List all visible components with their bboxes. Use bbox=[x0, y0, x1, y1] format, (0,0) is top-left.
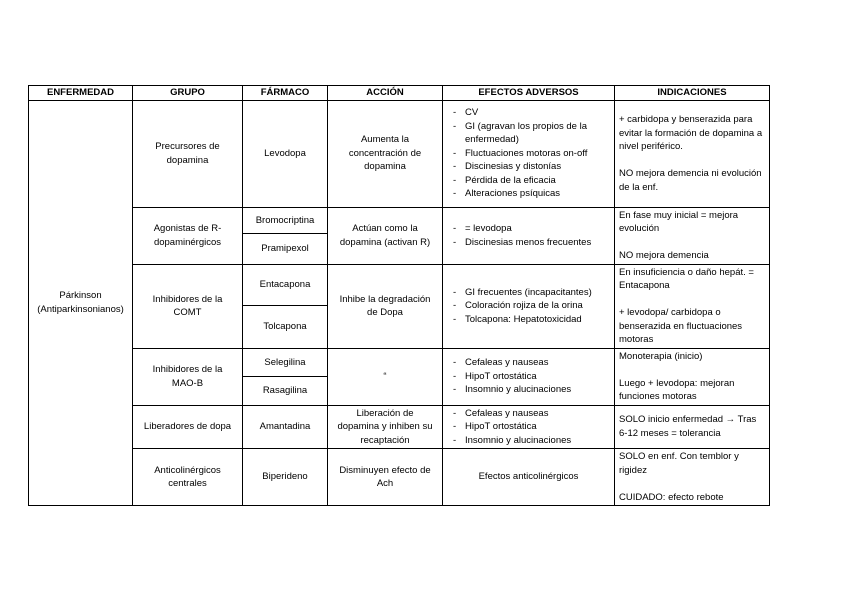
list-item: - HipoT ortostática bbox=[447, 370, 610, 384]
indicaciones-cell: En fase muy inicial = mejora evolución NO mejora demencia bbox=[615, 207, 770, 264]
grupo-cell: Inhibidores de la MAO-B bbox=[133, 348, 243, 405]
farmaco-cell: Tolcapona bbox=[243, 305, 328, 348]
accion-cell: Inhibe la degradación de Dopa bbox=[328, 264, 443, 348]
accion-cell: “ bbox=[328, 348, 443, 405]
list-item: - Cefaleas y nauseas bbox=[447, 356, 610, 370]
list-item: - Tolcapona: Hepatotoxicidad bbox=[447, 313, 610, 327]
list-item: - Cefaleas y nauseas bbox=[447, 407, 610, 421]
indicaciones-cell: Monoterapia (inicio) Luego + levodopa: mejoran funciones motoras bbox=[615, 348, 770, 405]
header-grupo: GRUPO bbox=[133, 86, 243, 101]
list-item: - CV bbox=[447, 106, 610, 120]
efectos-cell bbox=[443, 348, 615, 405]
list-item: - Insomnio y alucinaciones bbox=[447, 434, 610, 448]
farmaco-cell: Bromocriptina bbox=[243, 207, 328, 234]
farmaco-cell: Rasagilina bbox=[243, 377, 328, 406]
header-row bbox=[29, 86, 770, 101]
table-row bbox=[29, 405, 770, 449]
list-item: - GI (agravan los propios de la enfermedad) bbox=[447, 120, 610, 147]
farmaco-cell: Pramipexol bbox=[243, 234, 328, 264]
header-farmaco: FÁRMACO bbox=[243, 86, 328, 101]
farmaco-cell: Levodopa bbox=[243, 100, 328, 207]
accion-cell: Actúan como la dopamina (activan R) bbox=[328, 207, 443, 264]
indicaciones-cell: SOLO inicio enfermedad → Tras 6-12 meses = tolerancia bbox=[615, 405, 770, 449]
grupo-cell: Precursores de dopamina bbox=[133, 100, 243, 207]
header-accion: ACCIÓN bbox=[328, 86, 443, 101]
efectos-cell bbox=[443, 264, 615, 348]
efectos-list bbox=[447, 222, 610, 249]
table-row bbox=[29, 449, 770, 506]
grupo-cell: Agonistas de R- dopaminérgicos bbox=[133, 207, 243, 264]
efectos-cell bbox=[443, 207, 615, 264]
efectos-list bbox=[447, 356, 610, 397]
table-row bbox=[29, 348, 770, 377]
efectos-cell bbox=[443, 405, 615, 449]
list-item: - Fluctuaciones motoras on-off bbox=[447, 147, 610, 161]
accion-cell: Aumenta la concentración de dopamina bbox=[328, 100, 443, 207]
list-item: - Discinesias menos frecuentes bbox=[447, 236, 610, 250]
accion-cell: Disminuyen efecto de Ach bbox=[328, 449, 443, 506]
disease-cell: Párkinson (Antiparkinsonianos) bbox=[29, 100, 133, 506]
list-item: - Discinesias y distonías bbox=[447, 160, 610, 174]
farmaco-cell: Amantadina bbox=[243, 405, 328, 449]
indicaciones-cell: SOLO en enf. Con temblor y rigidez CUIDADO: efecto rebote bbox=[615, 449, 770, 506]
farmaco-cell: Selegilina bbox=[243, 348, 328, 377]
table-row bbox=[29, 207, 770, 234]
header-enfermedad: ENFERMEDAD bbox=[29, 86, 133, 101]
farmaco-cell: Biperideno bbox=[243, 449, 328, 506]
efectos-cell: Efectos anticolinérgicos bbox=[443, 449, 615, 506]
header-indicaciones: INDICACIONES bbox=[615, 86, 770, 101]
list-item: - HipoT ortostática bbox=[447, 420, 610, 434]
list-item: - Insomnio y alucinaciones bbox=[447, 383, 610, 397]
parkinson-drug-table bbox=[28, 85, 770, 506]
indicaciones-cell: En insuficiencia o daño hepát. = Entacapona + levodopa/ carbidopa o benserazida en fluctuaciones motoras bbox=[615, 264, 770, 348]
farmaco-cell: Entacapona bbox=[243, 264, 328, 305]
list-item: - Alteraciones psíquicas bbox=[447, 187, 610, 201]
list-item: - = levodopa bbox=[447, 222, 610, 236]
table-row bbox=[29, 264, 770, 305]
efectos-list bbox=[447, 106, 610, 201]
header-efectos-adversos: EFECTOS ADVERSOS bbox=[443, 86, 615, 101]
list-item: - Coloración rojiza de la orina bbox=[447, 299, 610, 313]
grupo-cell: Anticolinérgicos centrales bbox=[133, 449, 243, 506]
efectos-list bbox=[447, 286, 610, 327]
efectos-list bbox=[447, 407, 610, 448]
accion-cell: Liberación de dopamina y inhiben su recaptación bbox=[328, 405, 443, 449]
efectos-cell bbox=[443, 100, 615, 207]
grupo-cell: Liberadores de dopa bbox=[133, 405, 243, 449]
list-item: - Pérdida de la eficacia bbox=[447, 174, 610, 188]
list-item: - GI frecuentes (incapacitantes) bbox=[447, 286, 610, 300]
table-row bbox=[29, 100, 770, 207]
indicaciones-cell: + carbidopa y benserazida para evitar la formación de dopamina a nivel periférico. NO mejora demencia ni evolución de la enf. bbox=[615, 100, 770, 207]
grupo-cell: Inhibidores de la COMT bbox=[133, 264, 243, 348]
